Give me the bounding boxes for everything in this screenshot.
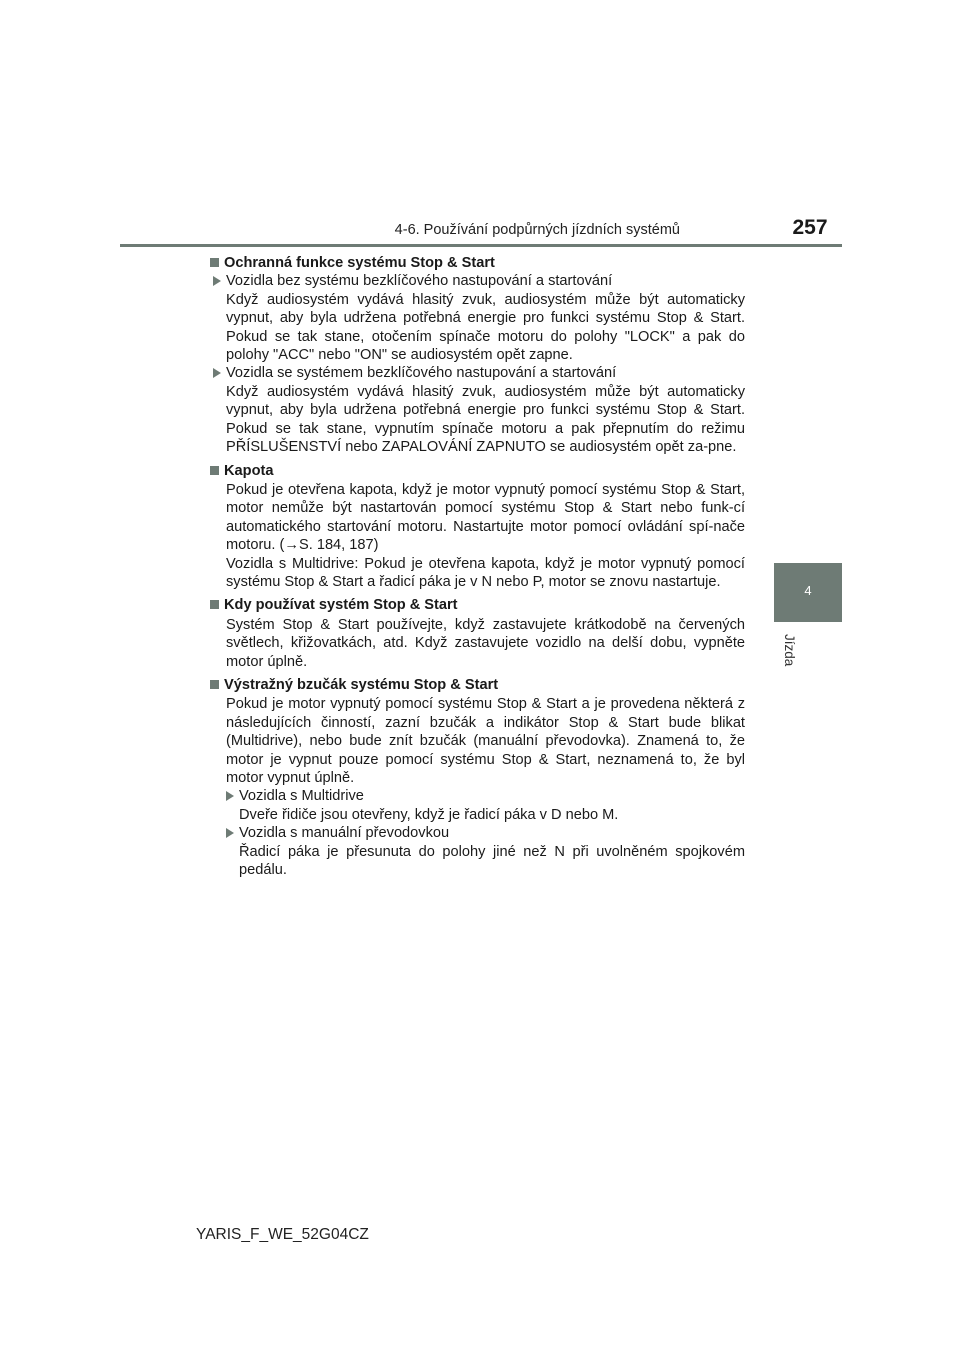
document-code: YARIS_F_WE_52G04CZ xyxy=(196,1226,369,1243)
square-bullet-icon xyxy=(210,680,219,689)
page-header xyxy=(120,214,842,244)
paragraph: Vozidla s Multidrive: Pokud je otevřena kapota, když je motor vypnutý pomocí systému Stop & Start a řadicí páka je v N nebo P, motor se znovu nastartuje. xyxy=(226,555,745,590)
square-bullet-icon xyxy=(210,258,219,267)
subsection-heading xyxy=(223,787,745,805)
subsection-heading xyxy=(223,824,745,842)
subsection-heading xyxy=(210,272,745,290)
section-heading xyxy=(210,596,745,614)
header-divider xyxy=(120,244,842,247)
main-content xyxy=(210,254,745,879)
triangle-bullet-icon xyxy=(213,276,221,286)
chapter-number: 4 xyxy=(804,583,812,598)
triangle-bullet-icon xyxy=(213,368,221,378)
triangle-bullet-icon xyxy=(226,828,234,838)
paragraph: Systém Stop & Start používejte, když zastavujete krátkodobě na červených světlech, křižovatkách, atd. Když zastavujete vozidlo na delší dobu, vypněte motor úplně. xyxy=(226,616,745,670)
square-bullet-icon xyxy=(210,600,219,609)
paragraph: Dveře řidiče jsou otevřeny, když je řadicí páka v D nebo M. xyxy=(239,806,619,823)
heading-text: Výstražný bzučák systému Stop & Start xyxy=(224,676,499,693)
triangle-bullet-icon xyxy=(226,791,234,801)
heading-text: Ochranná funkce systému Stop & Start xyxy=(224,255,495,271)
heading-text: Kapota xyxy=(224,463,274,480)
section-heading xyxy=(210,462,745,480)
subheading-text: Vozidla bez systému bezklíčového nastupování a startování xyxy=(226,273,613,290)
chapter-label-text: Jízda xyxy=(782,634,797,667)
subsection-heading xyxy=(210,364,745,382)
section-title: 4-6. Používání podpůrných jízdních systémů xyxy=(394,222,680,238)
chapter-label xyxy=(782,634,802,674)
heading-text: Kdy používat systém Stop & Start xyxy=(224,597,458,614)
page-number: 257 xyxy=(792,216,828,239)
chapter-tab xyxy=(774,563,842,622)
section-heading xyxy=(210,254,745,272)
section-heading xyxy=(210,676,745,694)
paragraph: Pokud je motor vypnutý pomocí systému Stop & Start a je provedena některá z následujících činností, zazní bzučák a indikátor Stop & Start bude blikat (Multidrive), nebo bude znít bzučák (manuální převodovka). Znamená to, že motor je vypnut pouze pomocí systému Stop & Start, neznamená to, že byl motor vypnut úplně. xyxy=(226,696,745,786)
paragraph: Řadicí páka je přesunuta do polohy jiné než N při uvolněném spojkovém pedálu. xyxy=(239,843,745,878)
square-bullet-icon xyxy=(210,466,219,475)
paragraph: Pokud je otevřena kapota, když je motor vypnutý pomocí systému Stop & Start, motor nemůže být nastartován pomocí systému Stop & Start nebo funk-cí automatického startování motoru. Nastartujte motor pomocí ovládání spí-nače motoru. (→S. 184, 187) xyxy=(226,481,745,554)
subheading-text: Vozidla s manuální převodovkou xyxy=(239,825,450,842)
subheading-text: Vozidla se systémem bezklíčového nastupování a startování xyxy=(226,365,617,382)
paragraph: Když audiosystém vydává hlasitý zvuk, audiosystém může být automaticky vypnut, aby byla udržena potřebná energie pro funkci systému Stop & Start. Pokud se tak stane, vypnutím spínače motoru a pak přepnutím do režimu PŘÍSLUŠENSTVÍ nebo ZAPALOVÁNÍ ZAPNUTO se audiosystém opět za-pne. xyxy=(226,383,745,456)
nested-list xyxy=(223,787,745,879)
subheading-text: Vozidla s Multidrive xyxy=(239,788,364,805)
paragraph: Když audiosystém vydává hlasitý zvuk, audiosystém může být automaticky vypnut, aby byla udržena potřebná energie pro funkci systému Stop & Start. Pokud se tak stane, otočením spínače motoru do polohy "LOCK" a pak do polohy "ACC" nebo "ON" se audiosystém opět zapne. xyxy=(226,291,745,364)
